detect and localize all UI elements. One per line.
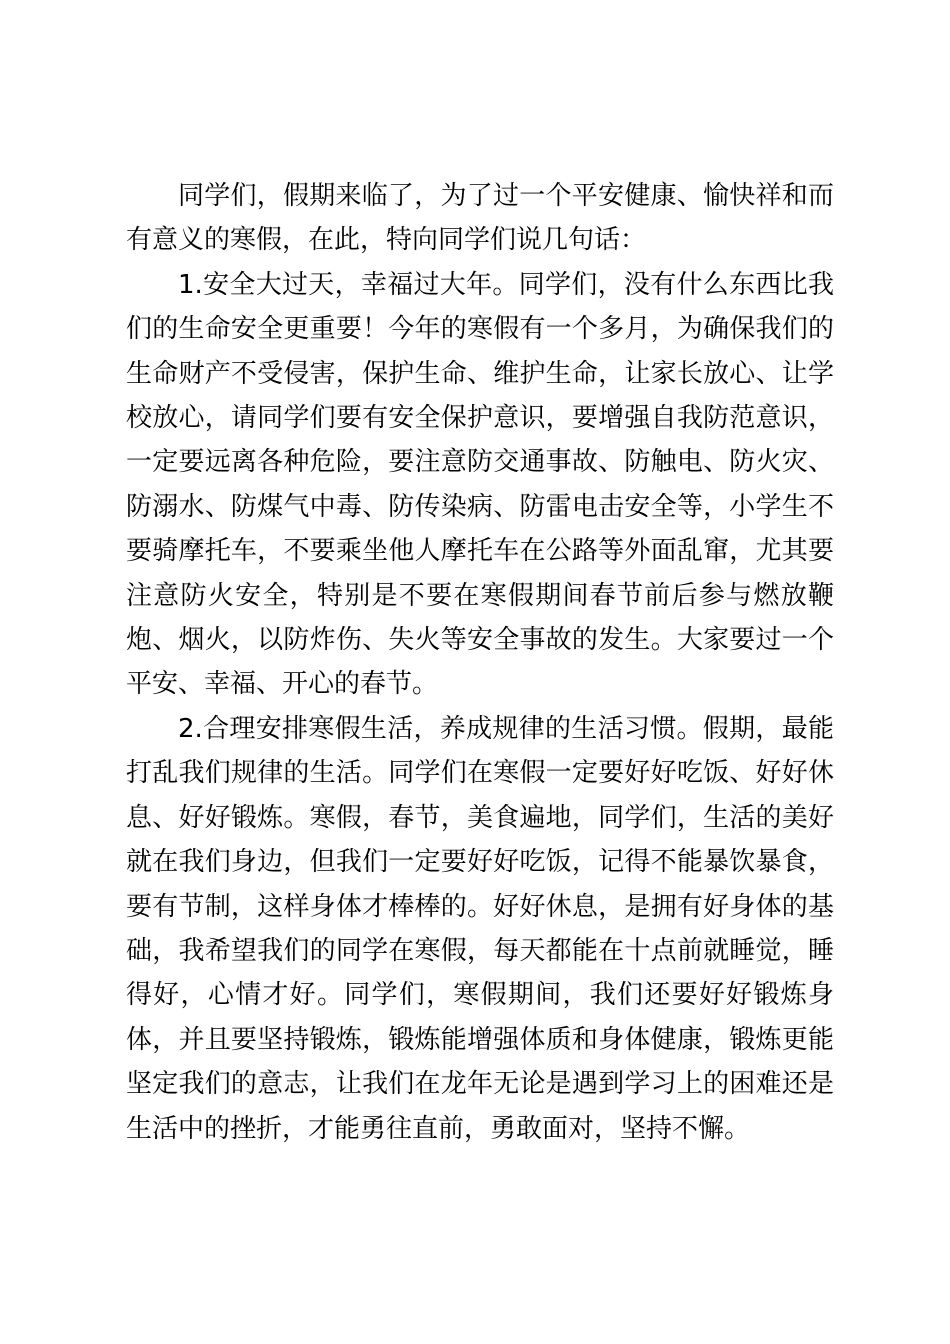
document-body: [126, 174, 834, 1151]
paragraph-intro: 同学们，假期来临了，为了过一个平安健康、愉快祥和而有意义的寒假，在此，特向同学们说几句话：: [126, 181, 834, 256]
paragraph-safety: 1.安全大过天，幸福过大年。同学们，没有什么东西比我们的生命安全更重要！今年的寒假有一个多月，为确保我们的生命财产不受侵害，保护生命、维护生命，让家长放心、让学校放心，请同学们要有安全保护意识，要增强自我防范意识，一定要远离各种危险，要注意防交通事故、防触电、防火灾、防溺水、防煤气中毒、防传染病、防雷电击安全等，小学生不要骑摩托车，不要乘坐他人摩托车在公路等外面乱窜，尤其要注意防火安全，特别是不要在寒假期间春节前后参与燃放鞭炮、烟火，以防炸伤、失火等安全事故的发生。大家要过一个平安、幸福、开心的春节。: [126, 269, 834, 700]
paragraph-routine: 2.合理安排寒假生活，养成规律的生活习惯。假期，最能打乱我们规律的生活。同学们在寒假一定要好好吃饭、好好休息、好好锻炼。寒假，春节，美食遍地，同学们，生活的美好就在我们身边，但我们一定要好好吃饭，记得不能暴饮暴食，要有节制，这样身体才棒棒的。好好休息，是拥有好身体的基础，我希望我们的同学在寒假，每天都能在十点前就睡觉，睡得好，心情才好。同学们，寒假期间，我们还要好好锻炼身体，并且要坚持锻炼，锻炼能增强体质和身体健康，锻炼更能坚定我们的意志，让我们在龙年无论是遇到学习上的困难还是生活中的挫折，才能勇往直前，勇敢面对，坚持不懈。: [126, 713, 834, 1144]
